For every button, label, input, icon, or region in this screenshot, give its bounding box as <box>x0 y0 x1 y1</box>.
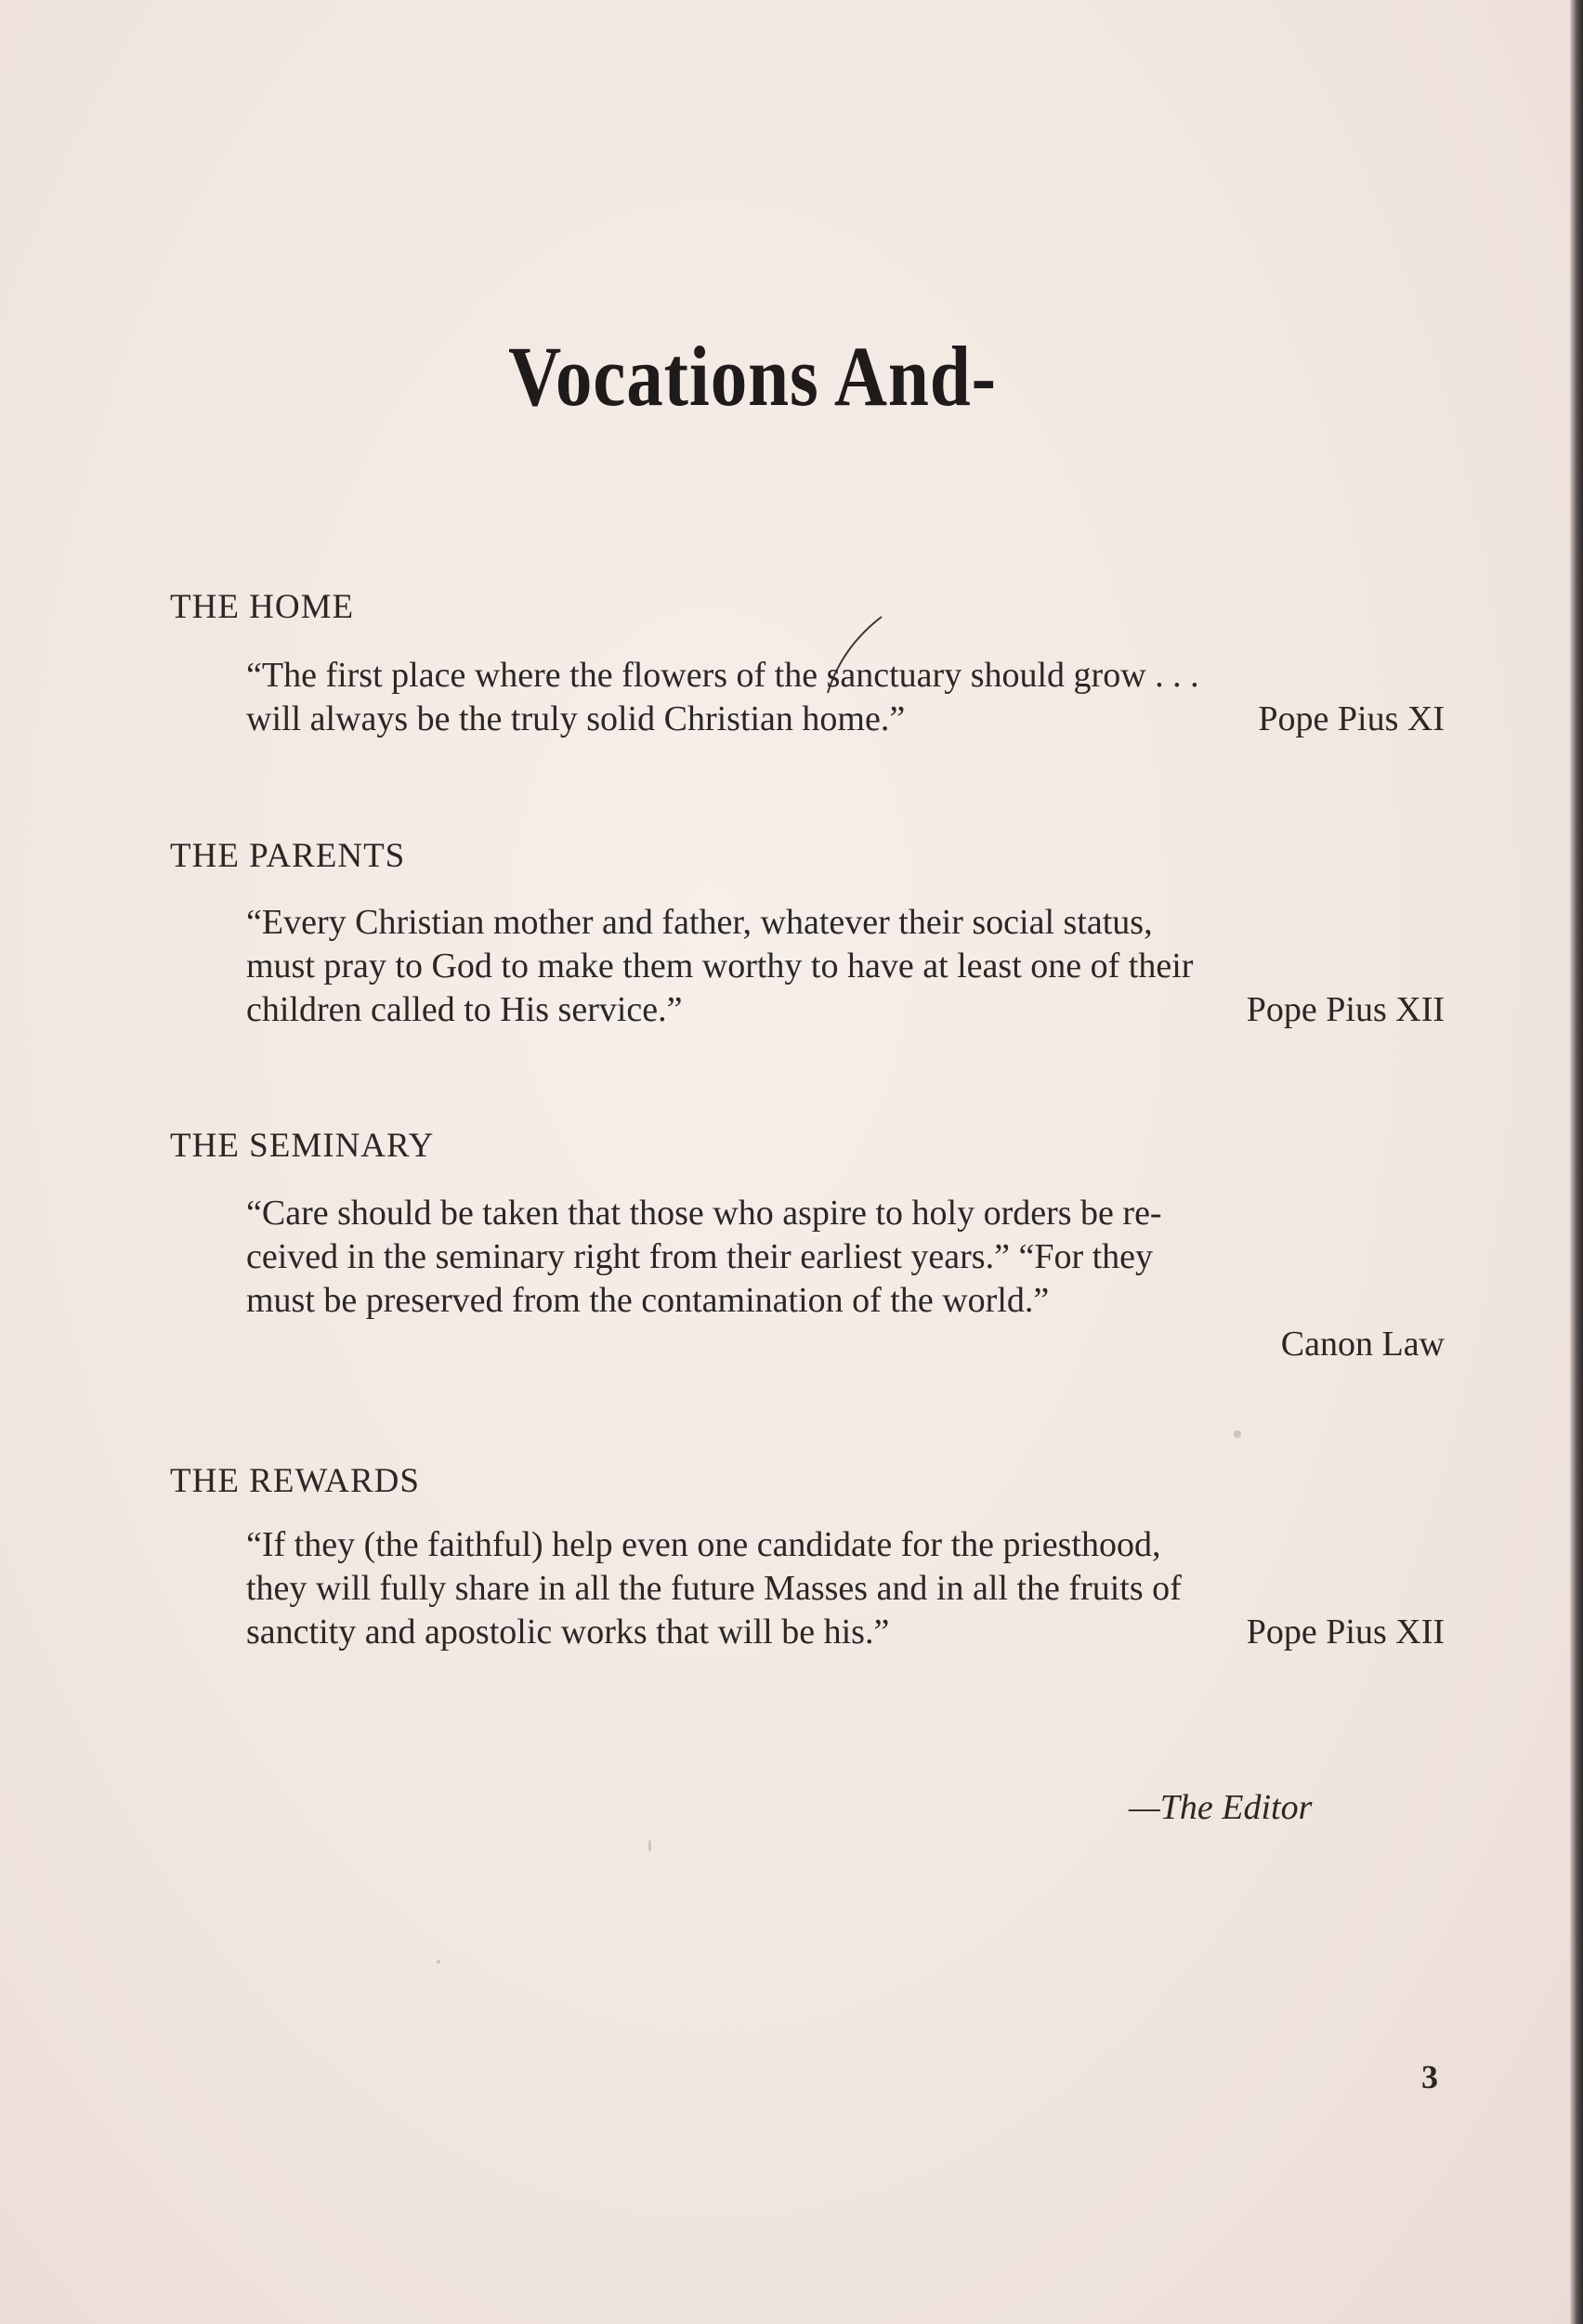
paper-speck <box>437 1960 440 1964</box>
quote-line: ceived in the seminary right from their earliest years.” “For they <box>246 1237 1154 1276</box>
quote-line: “If they (the faithful) help even one candidate for the priesthood, <box>246 1525 1161 1564</box>
quote-line: “Every Christian mother and father, whatever their social status, <box>246 903 1153 942</box>
paper-speck <box>1234 1430 1241 1438</box>
section-heading-home: THE HOME <box>170 588 355 626</box>
quote-line: “The first place where the flowers of the sanctuary should grow . . . <box>246 656 1199 695</box>
quote-line: must pray to God to make them worthy to have at least one of their <box>246 947 1194 986</box>
section-quote-rewards <box>246 1523 1445 1654</box>
quote-line: children called to His service.” Pope Pius XII <box>246 988 1445 1032</box>
section-heading-seminary: THE SEMINARY <box>170 1127 435 1165</box>
attribution: Canon Law <box>1280 1325 1445 1364</box>
attribution: Pope Pius XII <box>1246 990 1445 1029</box>
quote-line <box>246 1323 1445 1366</box>
section-quote-home <box>246 654 1445 741</box>
editor-signature: —The Editor <box>1129 1788 1313 1827</box>
quote-line: “Care should be taken that those who aspire to holy orders be re- <box>246 1194 1162 1233</box>
page-title: Vocations And- <box>508 329 997 424</box>
section-quote-seminary <box>246 1192 1445 1366</box>
page-edge-shadow <box>1570 0 1583 2324</box>
paper-speck <box>648 1839 651 1852</box>
attribution: Pope Pius XII <box>1246 1612 1445 1652</box>
quote-line: must be preserved from the contamination of the world.” <box>246 1281 1050 1320</box>
quote-line: sanctity and apostolic works that will be his.” Pope Pius XII <box>246 1611 1445 1654</box>
page-number: 3 <box>1421 2058 1438 2096</box>
section-heading-rewards: THE REWARDS <box>170 1462 420 1500</box>
quote-line: will always be the truly solid Christian home.” Pope Pius XI <box>246 698 1445 741</box>
quote-line: they will fully share in all the future Masses and in all the fruits of <box>246 1569 1182 1608</box>
section-heading-parents: THE PARENTS <box>170 837 406 875</box>
section-quote-parents <box>246 901 1445 1032</box>
attribution: Pope Pius XI <box>1258 699 1445 738</box>
